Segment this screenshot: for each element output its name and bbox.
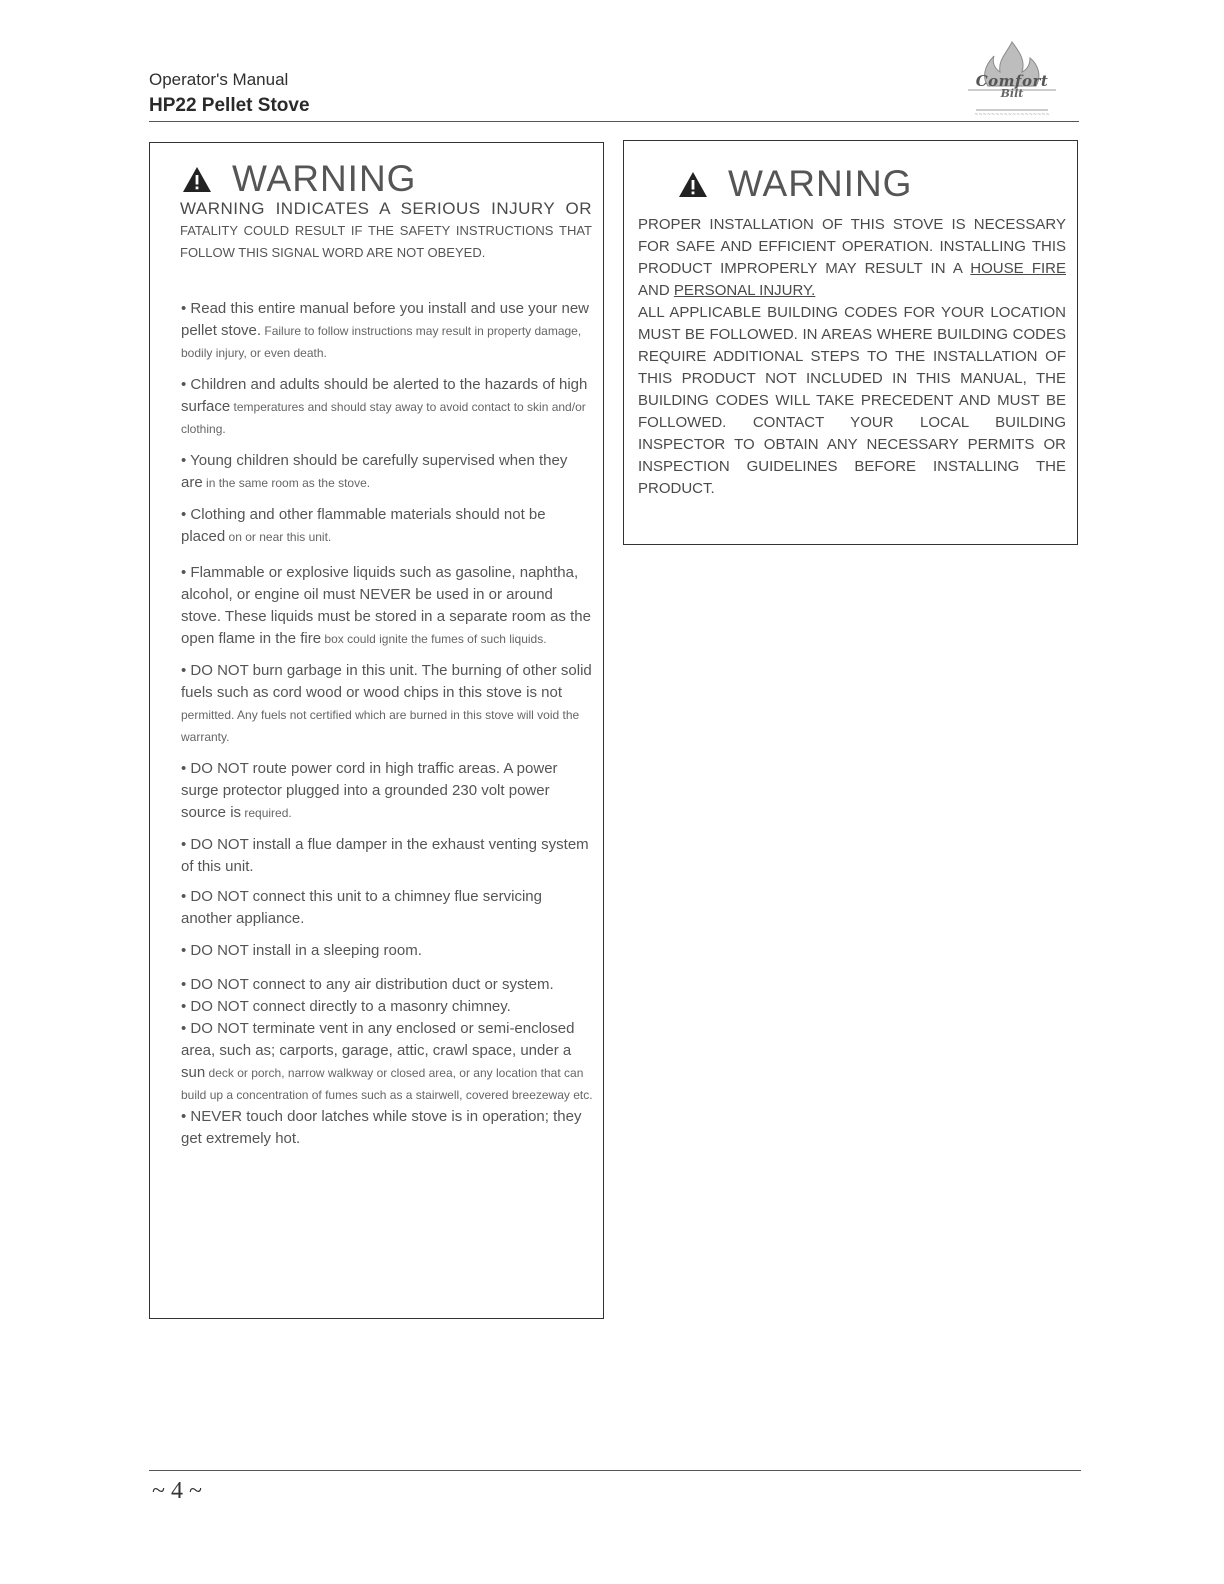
warning-box-left xyxy=(149,142,604,1319)
safety-bullet: • DO NOT install a flue damper in the exhaust venting system of this unit. xyxy=(181,836,589,875)
safety-bullet: • DO NOT connect this unit to a chimney flue servicing another appliance. xyxy=(181,888,542,927)
safety-bullet: • Young children should be carefully supervised when they are in the same room as the stove. xyxy=(181,452,568,491)
safety-bullet: • Read this entire manual before you install and use your new pellet stove. Failure to follow instructions may result in property damage, bodily injury, or even death. xyxy=(181,300,589,360)
safety-bullet: • DO NOT connect to any air distribution duct or system. xyxy=(181,976,554,993)
manual-title: Operator's Manual xyxy=(149,70,289,89)
safety-bullet: • DO NOT install in a sleeping room. xyxy=(181,942,422,959)
header-divider xyxy=(149,121,1079,122)
signal-word-definition xyxy=(180,198,592,264)
personal-injury-text: PERSONAL INJURY. xyxy=(673,282,816,299)
building-codes-paragraph: ALL APPLICABLE BUILDING CODES FOR YOUR LOCATION MUST BE FOLLOWED. IN AREAS WHERE BUILDING CODES REQUIRE ADDITIONAL STEPS TO THE INSTALLATION OF THIS PRODUCT NOT INCLUDED IN THIS MANUAL, THE BUILDING CODES WILL TAKE PRECEDENT AND MUST BE FOLLOWED. CONTACT YOUR LOCAL BUILDING INSPECTOR TO OBTAIN ANY NECESSARY PERMITS OR INSPECTION GUIDELINES BEFORE INSTALLING THE PRODUCT. xyxy=(638,304,1066,497)
installation-paragraph: PROPER INSTALLATION OF THIS STOVE IS NECESSARY FOR SAFE AND EFFICIENT OPERATION. INSTALLING THIS PRODUCT IMPROPERLY MAY RESULT IN A HOUSE FIRE AND PERSONAL INJURY. xyxy=(638,216,1066,299)
warning-title: WARNING xyxy=(232,158,417,199)
safety-list xyxy=(181,298,593,1150)
safety-bullet: • DO NOT burn garbage in this unit. The burning of other solid fuels such as cord wood or wood chips in this stove is not permitted. Any fuels not certified which are burned in this stove will void the warranty. xyxy=(181,662,592,744)
safety-bullet: • DO NOT route power cord in high traffic areas. A power surge protector plugged into a grounded 230 volt power source is required. xyxy=(181,760,558,821)
signal-line: WARNING INDICATES A SERIOUS INJURY OR xyxy=(180,199,592,218)
page-header xyxy=(149,68,1079,124)
safety-bullet: • DO NOT terminate vent in any enclosed or semi-enclosed area, such as; carports, garage, attic, crawl space, under a sun deck or porch, narrow walkway or closed area, or any location that can build up a concentration of fumes such as a stairwell, covered breezeway etc. xyxy=(181,1020,593,1102)
safety-bullet: • Children and adults should be alerted to the hazards of high surface temperatures and should stay away to avoid contact to skin and/or clothing. xyxy=(181,376,588,436)
page-number: ~ 4 ~ xyxy=(152,1478,202,1504)
safety-bullet: • Flammable or explosive liquids such as gasoline, naphtha, alcohol, or engine oil must NEVER be used in or around stove. These liquids must be stored in a separate room as the open flame in the fire box could ignite the fumes of such liquids. xyxy=(181,564,591,647)
warning-title: WARNING xyxy=(728,163,913,204)
house-fire-text: HOUSE FIRE xyxy=(970,260,1066,277)
svg-text:~~~~~~~~~~~~~~~~~~: ~~~~~~~~~~~~~~~~~~ xyxy=(974,112,1050,118)
warning-heading-left xyxy=(182,158,416,200)
signal-rest: FATALITY COULD RESULT IF THE SAFETY INSTRUCTIONS THAT FOLLOW THIS SIGNAL WORD ARE NOT OBEYED. xyxy=(180,223,592,260)
installation-warning-text xyxy=(638,214,1066,500)
warning-box-right xyxy=(623,140,1078,545)
safety-bullet: • Clothing and other flammable materials should not be placed on or near this unit. xyxy=(181,506,546,545)
safety-bullet: • DO NOT connect directly to a masonry chimney. xyxy=(181,998,511,1015)
safety-bullet: • NEVER touch door latches while stove is in operation; they get extremely hot. xyxy=(181,1108,582,1147)
logo-text: Comfort xyxy=(975,72,1049,90)
logo-text-sub: Bilt xyxy=(1000,87,1024,100)
warning-triangle-icon xyxy=(678,171,708,198)
footer-divider xyxy=(149,1470,1081,1471)
product-title: HP22 Pellet Stove xyxy=(149,95,310,116)
warning-triangle-icon xyxy=(182,166,212,193)
warning-heading-right xyxy=(678,163,912,205)
